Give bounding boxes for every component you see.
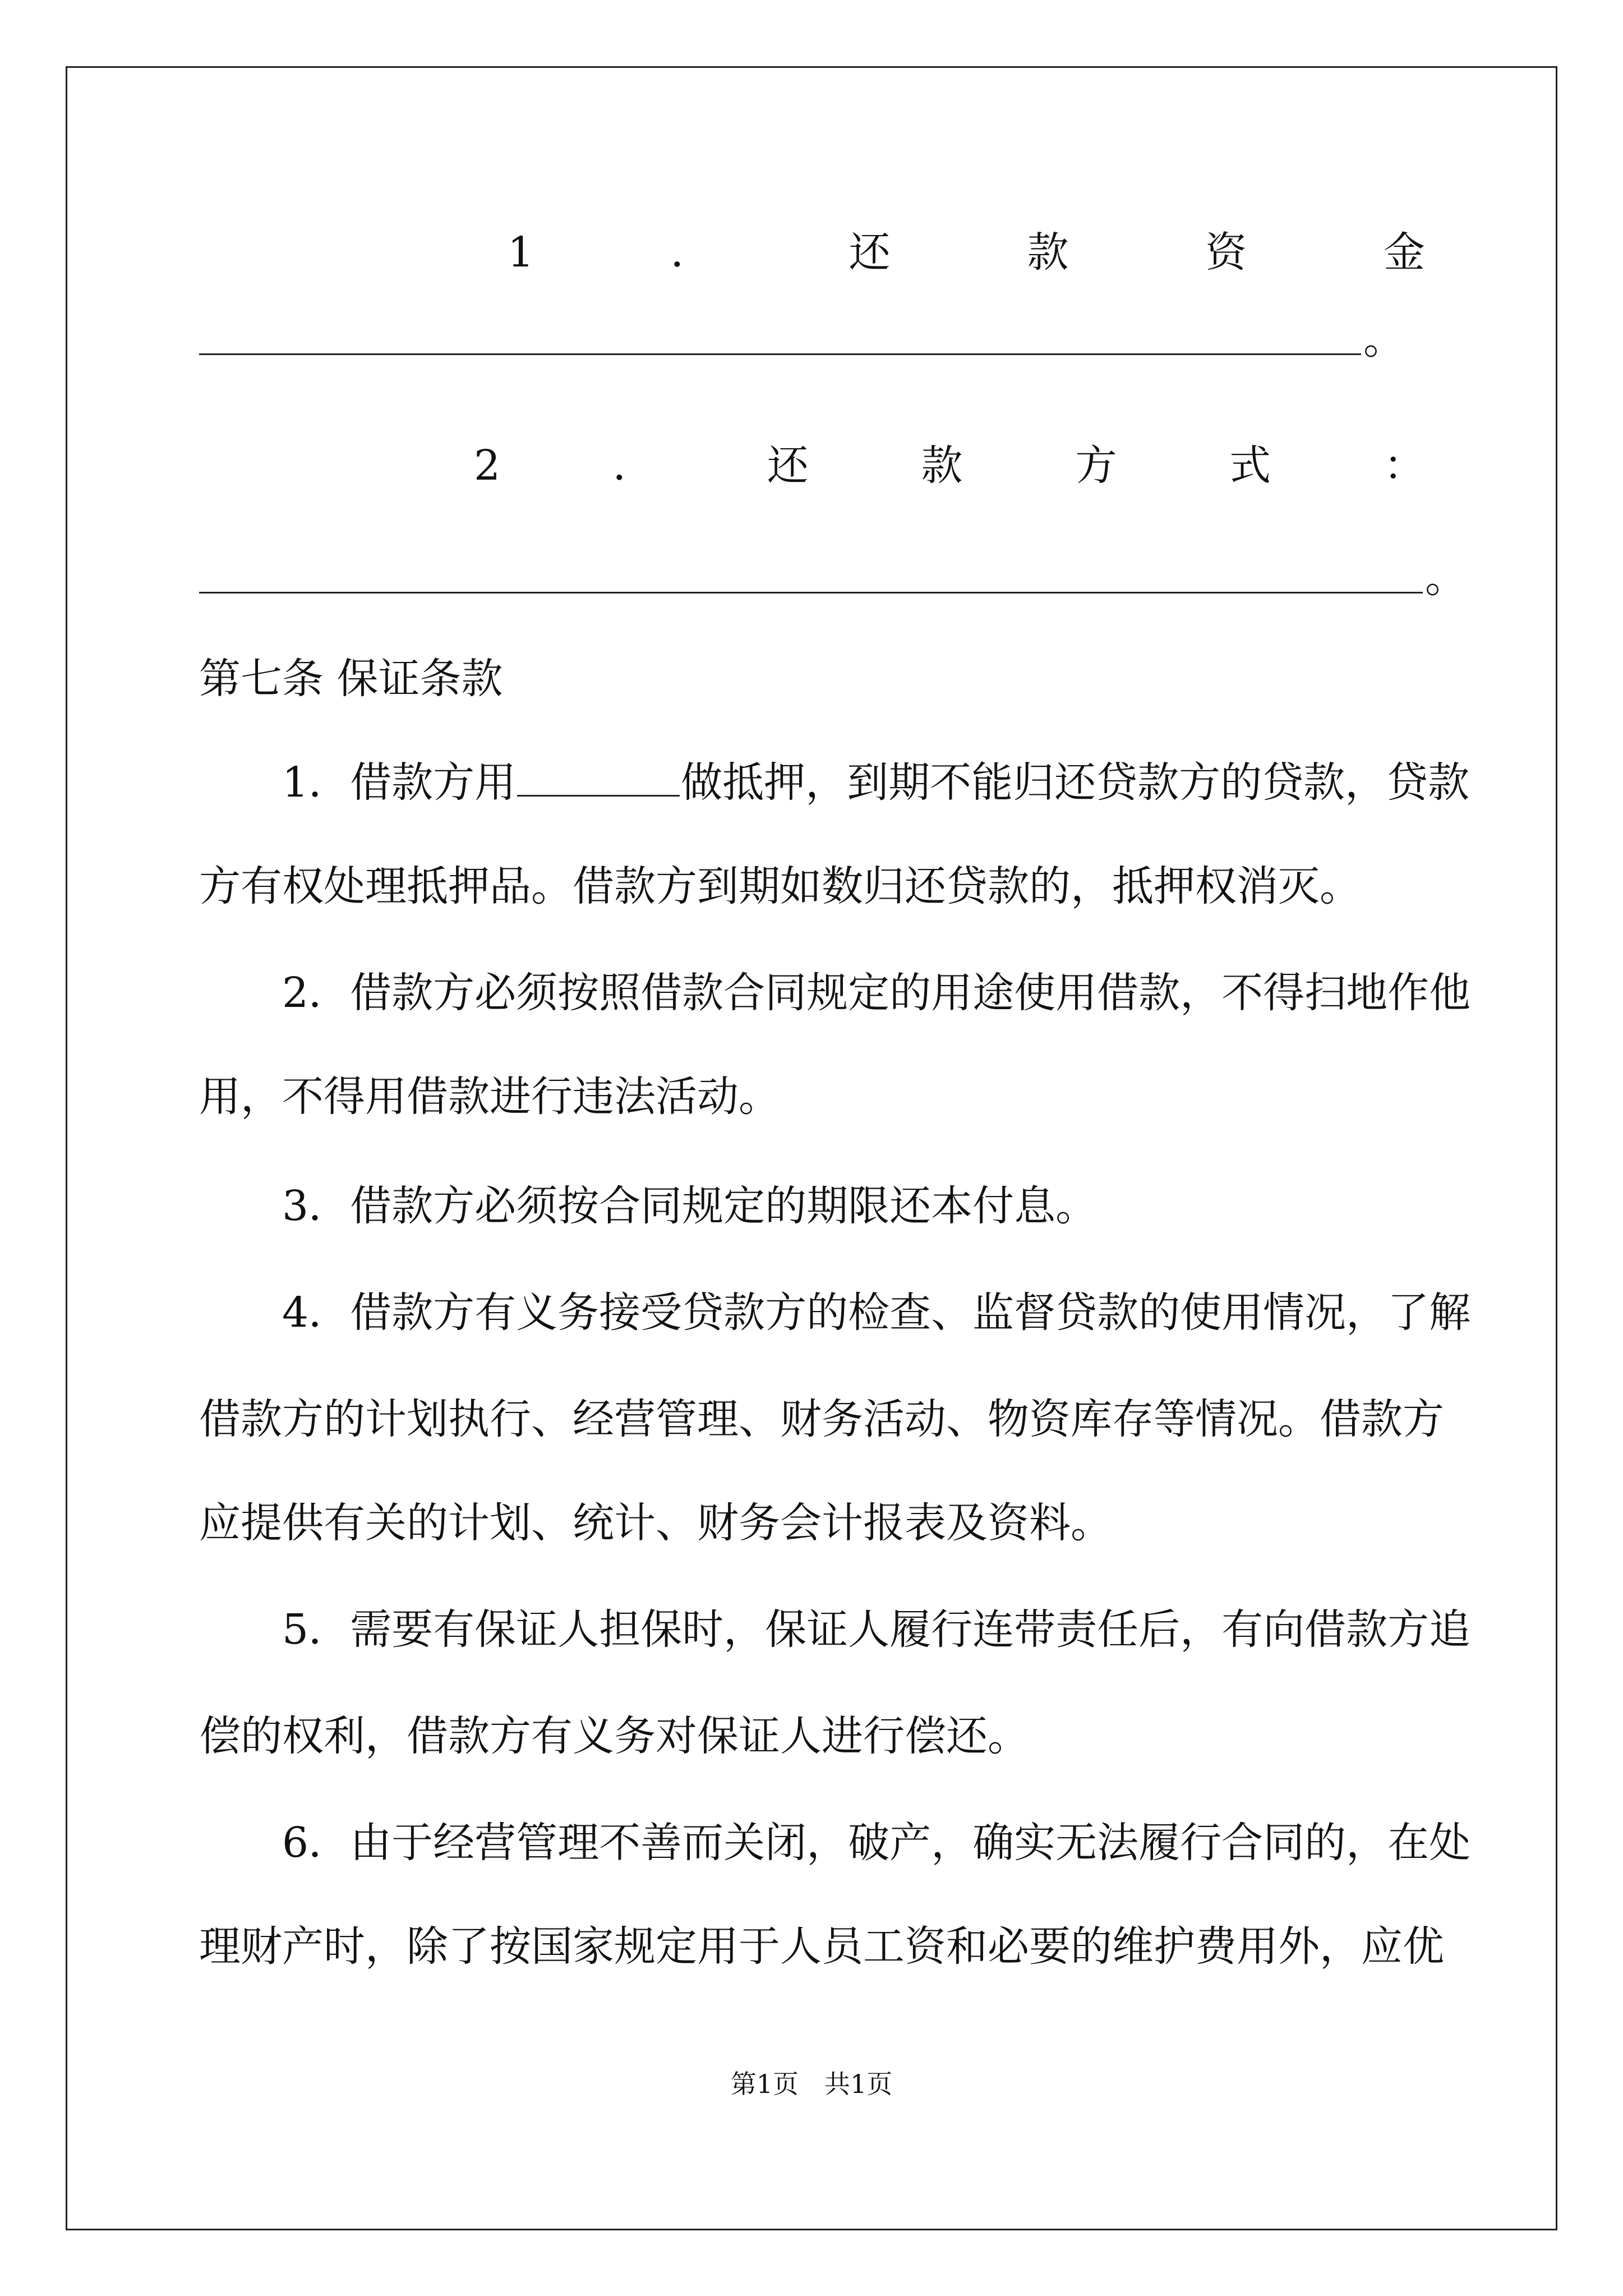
item2-end-mark: 。 — [1425, 554, 1467, 602]
item1-char: 金 — [1384, 228, 1425, 277]
clause-5-line-2: 偿的权利，借款方有义务对保证人进行偿还。 — [199, 1712, 1029, 1760]
clause-6-line-2: 理财产时，除了按国家规定用于人员工资和必要的维护费用外，应优 — [199, 1922, 1444, 1971]
clause-5-line-1: 5．需要有保证人担保时，保证人履行连带责任后，有向借款方追 — [282, 1605, 1471, 1654]
item2-line — [199, 438, 1425, 494]
clause-1-line-1 — [199, 754, 1470, 811]
clause-1-blank — [517, 795, 680, 797]
clause-3-line-1: 3．借款方必须按合同规定的期限还本付息。 — [282, 1182, 1098, 1230]
item2-number: 2 — [474, 441, 501, 490]
item1-blank — [199, 353, 1361, 355]
clause-4-line-2: 借款方的计划执行、经营管理、财务活动、物资库存等情况。借款方 — [199, 1395, 1444, 1443]
item1-char: 资 — [1205, 228, 1247, 277]
item2-blank — [199, 592, 1423, 593]
item2-colon: ： — [1383, 441, 1425, 490]
page-footer: 第1页 共1页 — [730, 2069, 893, 2099]
page-border — [66, 66, 1557, 2230]
clause-2-line-2: 用，不得用借款进行违法活动。 — [199, 1073, 780, 1121]
item2-dot: ． — [612, 441, 654, 490]
clause-4-line-1: 4．借款方有义务接受贷款方的检查、监督贷款的使用情况，了解 — [282, 1289, 1471, 1337]
clause-2-line-1: 2．借款方必须按照借款合同规定的用途使用借款，不得扫地作他 — [282, 969, 1471, 1017]
item2-fill-line — [199, 550, 1467, 606]
clause-6-line-1: 6．由于经营管理不善而关闭，破产，确实无法履行合同的，在处 — [282, 1819, 1471, 1867]
clause-1-text-pre: 1．借款方用 — [282, 758, 517, 807]
item1-line — [199, 224, 1425, 280]
item1-dot: ． — [670, 228, 712, 277]
clause-1-text-post: 做抵押，到期不能归还贷款方的贷款，贷款 — [681, 758, 1470, 807]
clause-4-line-3: 应提供有关的计划、统计、财务会计报表及资料。 — [199, 1499, 1112, 1547]
item1-number: 1 — [508, 228, 534, 277]
item2-char: 式 — [1229, 441, 1271, 490]
article-heading: 第七条 保证条款 — [199, 655, 503, 703]
item1-fill-line — [199, 311, 1405, 367]
clause-1-line-2: 方有权处理抵押品。借款方到期如数归还贷款的，抵押权消灭。 — [199, 862, 1361, 910]
item2-char: 方 — [1075, 441, 1117, 490]
item2-char: 款 — [921, 441, 963, 490]
item1-char: 还 — [849, 228, 891, 277]
item1-char: 款 — [1027, 228, 1069, 277]
item2-char: 还 — [767, 441, 809, 490]
item1-end-mark: 。 — [1363, 315, 1405, 364]
